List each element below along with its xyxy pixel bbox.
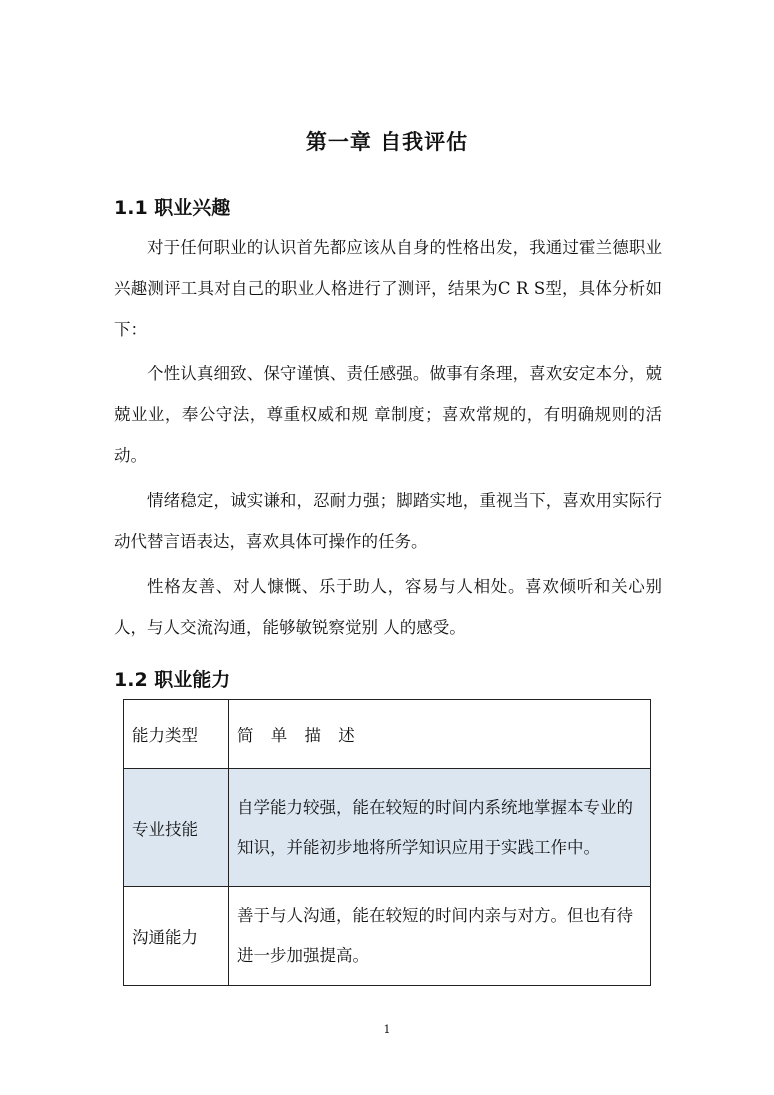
ability-type-cell: 专业技能: [124, 769, 229, 887]
paragraph-emotion: 情绪稳定，诚实谦和，忍耐力强；脚踏实地，重视当下，喜欢用实际行动代替言语表达，喜欢具体可操作的任务。: [114, 491, 662, 551]
ability-description-text: 善于与人沟通，能在较短的时间内亲与对方。但也有待进一步加强提高。: [237, 906, 633, 965]
section-title-interest: 1.1 职业兴趣: [114, 197, 231, 219]
ability-description-text: 自学能力较强，能在较短的时间内系统地掌握本专业的知识，并能初步地将所学知识应用于实践工作中。: [237, 797, 633, 857]
table-row: [124, 769, 651, 887]
ability-description-cell: [229, 769, 651, 887]
ability-description-cell: [229, 887, 651, 986]
ability-type-cell: 沟通能力: [124, 887, 229, 986]
paragraph-character: 性格友善、对人慷慨、乐于助人，容易与人相处。喜欢倾听和关心别人，与人交流沟通，能够敏锐察觉别 人的感受。: [114, 577, 662, 637]
table-header-cell: 能力类型: [124, 700, 229, 769]
chapter-title: 第一章 自我评估: [305, 130, 469, 154]
table-header-row: [124, 700, 651, 769]
table-row: [124, 887, 651, 986]
section-title-ability: 1.2 职业能力: [114, 669, 231, 691]
paragraph-intro: 对于任何职业的认识首先都应该从自身的性格出发，我通过霍兰德职业兴趣测评工具对自己的职业人格进行了测评，结果为C R S型，具体分析如下：: [114, 238, 662, 339]
ability-table: [123, 699, 651, 986]
table-header-cell: 简 单 描 述: [229, 700, 651, 769]
page-number: 1: [383, 1023, 391, 1036]
paragraph-personality: 个性认真细致、保守谨慎、责任感强。做事有条理，喜欢安定本分，兢兢业业，奉公守法，尊重权威和规 章制度；喜欢常规的，有明确规则的活动。: [114, 364, 662, 465]
